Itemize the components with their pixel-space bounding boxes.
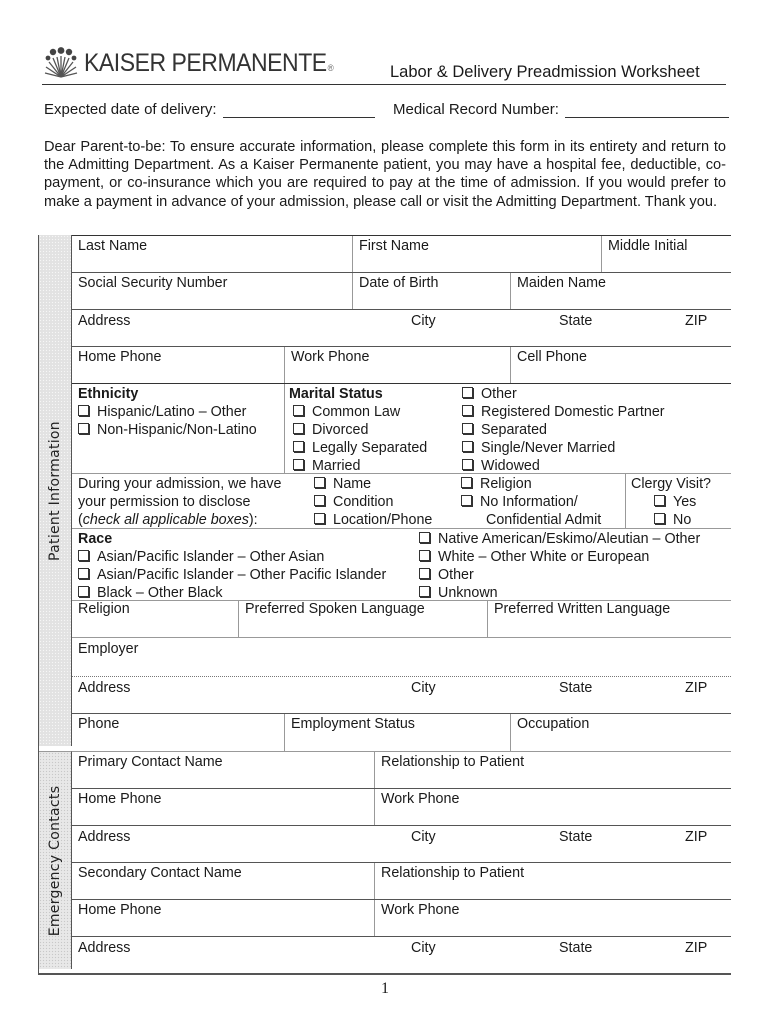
home-phone-field[interactable] (72, 347, 284, 383)
clergy-visit-heading: Clergy Visit? (631, 476, 711, 492)
disclosure-row (72, 473, 731, 528)
address-row[interactable] (72, 309, 731, 346)
spoken-language-label: Preferred Spoken Language (245, 601, 425, 617)
ethnicity-group (72, 384, 284, 473)
race-option[interactable]: Asian/Pacific Islander – Other Pacific Islander (78, 566, 386, 584)
race-option[interactable]: Other (419, 566, 474, 584)
ethnicity-heading: Ethnicity (78, 386, 139, 402)
checkbox-icon[interactable] (78, 586, 89, 597)
spoken-language-field[interactable] (238, 601, 487, 637)
state-label: State (559, 313, 593, 329)
checkbox-icon[interactable] (78, 550, 89, 561)
checkbox-icon[interactable] (419, 550, 430, 561)
address-label: Address (78, 313, 131, 329)
disclosure-option[interactable]: No Information/ (461, 493, 578, 511)
primary-work-phone-label: Work Phone (381, 791, 460, 807)
medical-record-field (393, 101, 729, 118)
checkbox-icon[interactable] (314, 477, 325, 488)
secondary-contact-name-field[interactable] (72, 863, 374, 899)
form-bottom-border (38, 973, 731, 975)
employer-row[interactable] (72, 637, 731, 676)
first-name-label: First Name (359, 238, 429, 254)
header-divider (42, 84, 726, 85)
name-row (72, 235, 731, 272)
marital-option[interactable]: Registered Domestic Partner (462, 403, 665, 421)
checkbox-icon[interactable] (78, 568, 89, 579)
logo-wordmark: KAISER PERMANENTE® (84, 48, 334, 77)
secondary-contact-row (72, 862, 731, 899)
patient-information-section (38, 235, 731, 751)
checkbox-icon[interactable] (462, 405, 473, 416)
city-label: City (411, 313, 436, 329)
employer-label: Employer (78, 641, 139, 657)
secondary-work-phone-label: Work Phone (381, 902, 460, 918)
employer-address-label: Address (78, 680, 131, 696)
primary-zip-label: ZIP (685, 829, 708, 845)
marital-status-group (284, 384, 731, 473)
secondary-work-phone-field[interactable] (374, 900, 731, 936)
occupation-field[interactable] (510, 714, 731, 751)
primary-contact-row (72, 751, 731, 788)
marital-option[interactable]: Legally Separated (293, 439, 427, 457)
checkbox-icon[interactable] (461, 495, 472, 506)
checkbox-icon[interactable] (462, 459, 473, 470)
disclosure-option-continuation: Confidential Admit (486, 512, 602, 528)
home-phone-label: Home Phone (78, 349, 162, 365)
primary-contact-name-field[interactable] (72, 752, 374, 788)
secondary-home-phone-field[interactable] (72, 900, 374, 936)
disclosure-text-line2: your permission to disclose (78, 494, 251, 510)
employer-city-label: City (411, 680, 436, 696)
cell-phone-label: Cell Phone (517, 349, 587, 365)
marital-option[interactable]: Married (293, 457, 360, 475)
primary-relationship-label: Relationship to Patient (381, 754, 525, 770)
clergy-option-yes[interactable]: Yes (654, 493, 696, 511)
checkbox-icon[interactable] (293, 441, 304, 452)
work-phone-label: Work Phone (291, 349, 370, 365)
secondary-home-phone-label: Home Phone (78, 902, 162, 918)
kaiser-logo (44, 46, 355, 80)
race-option[interactable]: Black – Other Black (78, 584, 223, 602)
middle-initial-field[interactable] (601, 236, 731, 272)
employer-address-row[interactable] (72, 676, 731, 713)
secondary-city-label: City (411, 940, 436, 956)
expected-delivery-label: Expected date of delivery: (44, 101, 217, 118)
intro-paragraph: Dear Parent-to-be: To ensure accurate information, please complete this form in its entirety and return to the Admitting Department. As a Kaiser Permanente patient, you may have a hospital fee, deductible, co-payment, or co-insurance which you are required to pay at the time of admission. If you would prefer to make a payment in advance of your admission, please call or visit the Admitting Department. Thank you. (44, 139, 726, 210)
emergency-contacts-section (38, 751, 731, 973)
ssn-row (72, 272, 731, 309)
disclosure-option[interactable]: Name (314, 475, 371, 493)
primary-contact-name-label: Primary Contact Name (78, 754, 223, 770)
race-heading: Race (78, 531, 113, 547)
work-phone-field[interactable] (284, 347, 510, 383)
last-name-label: Last Name (78, 238, 148, 254)
secondary-contact-name-label: Secondary Contact Name (78, 865, 242, 881)
race-row (72, 528, 731, 600)
employment-status-label: Employment Status (291, 716, 415, 732)
ethnicity-option[interactable]: Non-Hispanic/Non-Latino (78, 421, 257, 439)
employer-phone-label: Phone (78, 716, 120, 732)
employment-status-field[interactable] (284, 714, 510, 751)
preadmission-form (38, 235, 731, 975)
first-name-field[interactable] (352, 236, 601, 272)
marital-option[interactable]: Single/Never Married (462, 439, 615, 457)
ssn-field[interactable] (72, 273, 352, 309)
race-option[interactable]: Asian/Pacific Islander – Other Asian (78, 548, 324, 566)
primary-relationship-field[interactable] (374, 752, 731, 788)
maiden-name-field[interactable] (510, 273, 731, 309)
ethnicity-marital-row (72, 383, 731, 473)
checkbox-icon[interactable] (462, 441, 473, 452)
cell-phone-field[interactable] (510, 347, 731, 383)
checkbox-icon[interactable] (293, 423, 304, 434)
checkbox-icon[interactable] (462, 387, 473, 398)
ssn-label: Social Security Number (78, 275, 228, 291)
primary-home-phone-field[interactable] (72, 789, 374, 825)
primary-address-label: Address (78, 829, 131, 845)
checkbox-icon[interactable] (78, 405, 89, 416)
maiden-name-label: Maiden Name (517, 275, 606, 291)
checkbox-icon[interactable] (419, 532, 430, 543)
disclosure-option[interactable]: Location/Phone (314, 511, 432, 529)
checkbox-icon[interactable] (461, 477, 472, 488)
occupation-label: Occupation (517, 716, 590, 732)
checkbox-icon[interactable] (654, 513, 665, 524)
checkbox-icon[interactable] (419, 586, 430, 597)
primary-city-label: City (411, 829, 436, 845)
secondary-state-label: State (559, 940, 593, 956)
kaiser-people-icon (44, 47, 78, 79)
phone-row (72, 346, 731, 383)
marital-status-heading: Marital Status (289, 386, 383, 402)
checkbox-icon[interactable] (462, 423, 473, 434)
last-name-field[interactable] (72, 236, 352, 272)
secondary-address-row[interactable] (72, 936, 731, 973)
employer-zip-label: ZIP (685, 680, 708, 696)
disclosure-option[interactable]: Condition (314, 493, 393, 511)
checkbox-icon[interactable] (293, 459, 304, 470)
employment-row (72, 713, 731, 751)
disclosure-text-line3: (check all applicable boxes): (78, 512, 258, 528)
primary-phone-row (72, 788, 731, 825)
primary-home-phone-label: Home Phone (78, 791, 162, 807)
checkbox-icon[interactable] (78, 423, 89, 434)
clergy-visit-group (625, 474, 731, 528)
checkbox-icon[interactable] (293, 405, 304, 416)
patient-information-label: Patient Information (47, 420, 63, 561)
emergency-contacts-sidebar (39, 751, 72, 969)
race-option[interactable]: White – Other White or European (419, 548, 649, 566)
checkbox-icon[interactable] (654, 495, 665, 506)
page-number: 1 (381, 980, 389, 997)
marital-option[interactable]: Other (462, 385, 517, 403)
medical-record-input[interactable] (565, 103, 729, 118)
checkbox-icon[interactable] (314, 495, 325, 506)
written-language-field[interactable] (487, 601, 731, 637)
secondary-zip-label: ZIP (685, 940, 708, 956)
dob-field[interactable] (352, 273, 510, 309)
disclosure-text-line1: During your admission, we have (78, 476, 282, 492)
zip-label: ZIP (685, 313, 708, 329)
employer-state-label: State (559, 680, 593, 696)
secondary-phone-row (72, 899, 731, 936)
checkbox-icon[interactable] (314, 513, 325, 524)
marital-option[interactable]: Divorced (293, 421, 368, 439)
marital-option[interactable]: Widowed (462, 457, 540, 475)
clergy-option-no[interactable]: No (654, 511, 691, 529)
medical-record-label: Medical Record Number: (393, 101, 559, 118)
ethnicity-option[interactable]: Hispanic/Latino – Other (78, 403, 246, 421)
primary-work-phone-field[interactable] (374, 789, 731, 825)
document-title: Labor & Delivery Preadmission Worksheet (390, 63, 700, 81)
secondary-relationship-label: Relationship to Patient (381, 865, 525, 881)
marital-option[interactable]: Separated (462, 421, 547, 439)
race-option[interactable]: Native American/Eskimo/Aleutian – Other (419, 530, 700, 548)
religion-label: Religion (78, 601, 130, 617)
expected-delivery-field (44, 101, 375, 118)
employer-phone-field[interactable] (72, 714, 284, 751)
secondary-address-label: Address (78, 940, 131, 956)
race-option[interactable]: Unknown (419, 584, 498, 602)
religion-language-row (72, 600, 731, 637)
primary-address-row[interactable] (72, 825, 731, 862)
middle-initial-label: Middle Initial (608, 238, 688, 254)
primary-state-label: State (559, 829, 593, 845)
emergency-contacts-label: Emergency Contacts (47, 785, 63, 936)
marital-option[interactable]: Common Law (293, 403, 400, 421)
patient-information-sidebar (39, 235, 72, 746)
written-language-label: Preferred Written Language (494, 601, 671, 617)
dob-label: Date of Birth (359, 275, 439, 291)
checkbox-icon[interactable] (419, 568, 430, 579)
secondary-relationship-field[interactable] (374, 863, 731, 899)
expected-delivery-input[interactable] (223, 103, 375, 118)
disclosure-option[interactable]: Religion (461, 475, 532, 493)
religion-field[interactable] (72, 601, 238, 637)
